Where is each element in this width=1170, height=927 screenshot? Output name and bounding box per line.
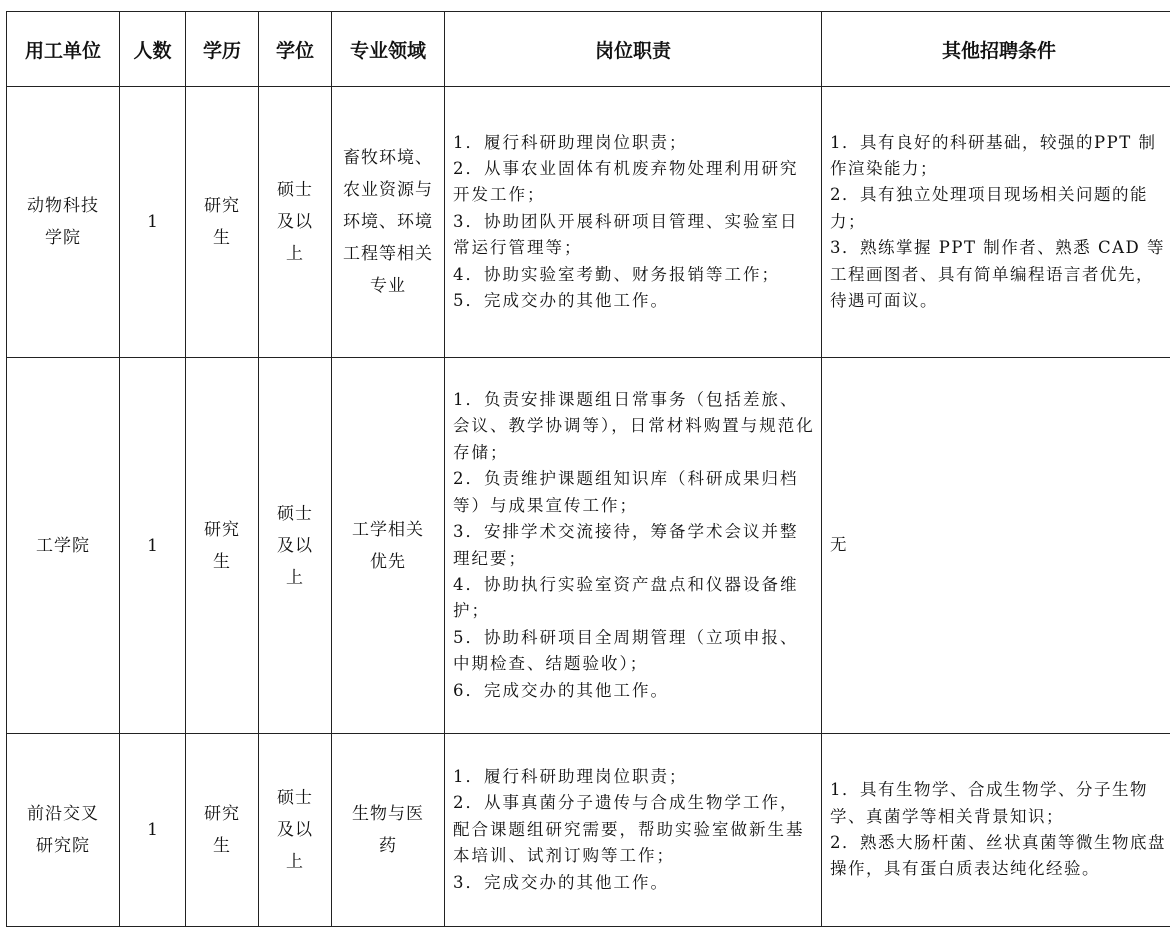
table-row (7, 734, 1170, 927)
duty-item: 3．协助团队开展科研项目管理、实验室日常运行管理等； (453, 209, 815, 262)
table-row (7, 87, 1170, 358)
duty-item: 5．协助科研项目全周期管理（立项申报、中期检查、结题验收）； (453, 625, 815, 678)
header-duties: 岗位职责 (445, 12, 822, 87)
header-row (7, 12, 1170, 87)
degree-cell: 硕士及以上 (259, 734, 332, 927)
header-count: 人数 (120, 12, 186, 87)
duty-item: 2．从事农业固体有机废弃物处理利用研究开发工作； (453, 156, 815, 209)
duty-item: 3．完成交办的其他工作。 (453, 870, 815, 896)
field-cell: 工学相关优先 (332, 358, 445, 734)
duty-item: 5．完成交办的其他工作。 (453, 288, 815, 314)
field-cell: 生物与医药 (332, 734, 445, 927)
count-cell: 1 (120, 734, 186, 927)
duty-item: 1．负责安排课题组日常事务（包括差旅、会议、教学协调等），日常材料购置与规范化存储； (453, 387, 815, 466)
duty-item: 4．协助执行实验室资产盘点和仪器设备维护； (453, 572, 815, 625)
header-degree: 学位 (259, 12, 332, 87)
unit-cell: 动物科技学院 (7, 87, 120, 358)
duty-item: 1．履行科研助理岗位职责； (453, 764, 815, 790)
count-cell: 1 (120, 358, 186, 734)
duty-item: 4．协助实验室考勤、财务报销等工作； (453, 262, 815, 288)
duties-cell (445, 87, 822, 358)
degree-cell: 硕士及以上 (259, 87, 332, 358)
count-cell: 1 (120, 87, 186, 358)
unit-cell: 前沿交叉研究院 (7, 734, 120, 927)
condition-item: 3．熟练掌握 PPT 制作者、熟悉 CAD 等工程画图者、具有简单编程语言者优先，待遇可面议。 (830, 235, 1170, 314)
conditions-cell (822, 358, 1170, 734)
condition-item: 2．具有独立处理项目现场相关问题的能力； (830, 182, 1170, 235)
duty-item: 3．安排学术交流接待，筹备学术会议并整理纪要； (453, 519, 815, 572)
condition-item: 无 (830, 532, 1170, 558)
education-cell: 研究生 (186, 734, 259, 927)
unit-cell: 工学院 (7, 358, 120, 734)
header-field: 专业领域 (332, 12, 445, 87)
education-cell: 研究生 (186, 87, 259, 358)
duties-cell (445, 734, 822, 927)
header-conditions: 其他招聘条件 (822, 12, 1170, 87)
duty-item: 2．从事真菌分子遗传与合成生物学工作，配合课题组研究需要，帮助实验室做新生基本培训、试剂订购等工作； (453, 790, 815, 869)
field-cell: 畜牧环境、农业资源与环境、环境工程等相关专业 (332, 87, 445, 358)
conditions-cell (822, 87, 1170, 358)
condition-item: 1．具有生物学、合成生物学、分子生物学、真菌学等相关背景知识； (830, 777, 1170, 830)
degree-cell: 硕士及以上 (259, 358, 332, 734)
header-education: 学历 (186, 12, 259, 87)
duty-item: 6．完成交办的其他工作。 (453, 678, 815, 704)
condition-item: 1．具有良好的科研基础，较强的PPT 制作渲染能力； (830, 130, 1170, 183)
table-row (7, 358, 1170, 734)
education-cell: 研究生 (186, 358, 259, 734)
duties-cell (445, 358, 822, 734)
conditions-cell (822, 734, 1170, 927)
recruitment-table (6, 11, 1170, 927)
duty-item: 2．负责维护课题组知识库（科研成果归档等）与成果宣传工作； (453, 466, 815, 519)
condition-item: 2．熟悉大肠杆菌、丝状真菌等微生物底盘操作，具有蛋白质表达纯化经验。 (830, 830, 1170, 883)
duty-item: 1．履行科研助理岗位职责； (453, 130, 815, 156)
header-unit: 用工单位 (7, 12, 120, 87)
